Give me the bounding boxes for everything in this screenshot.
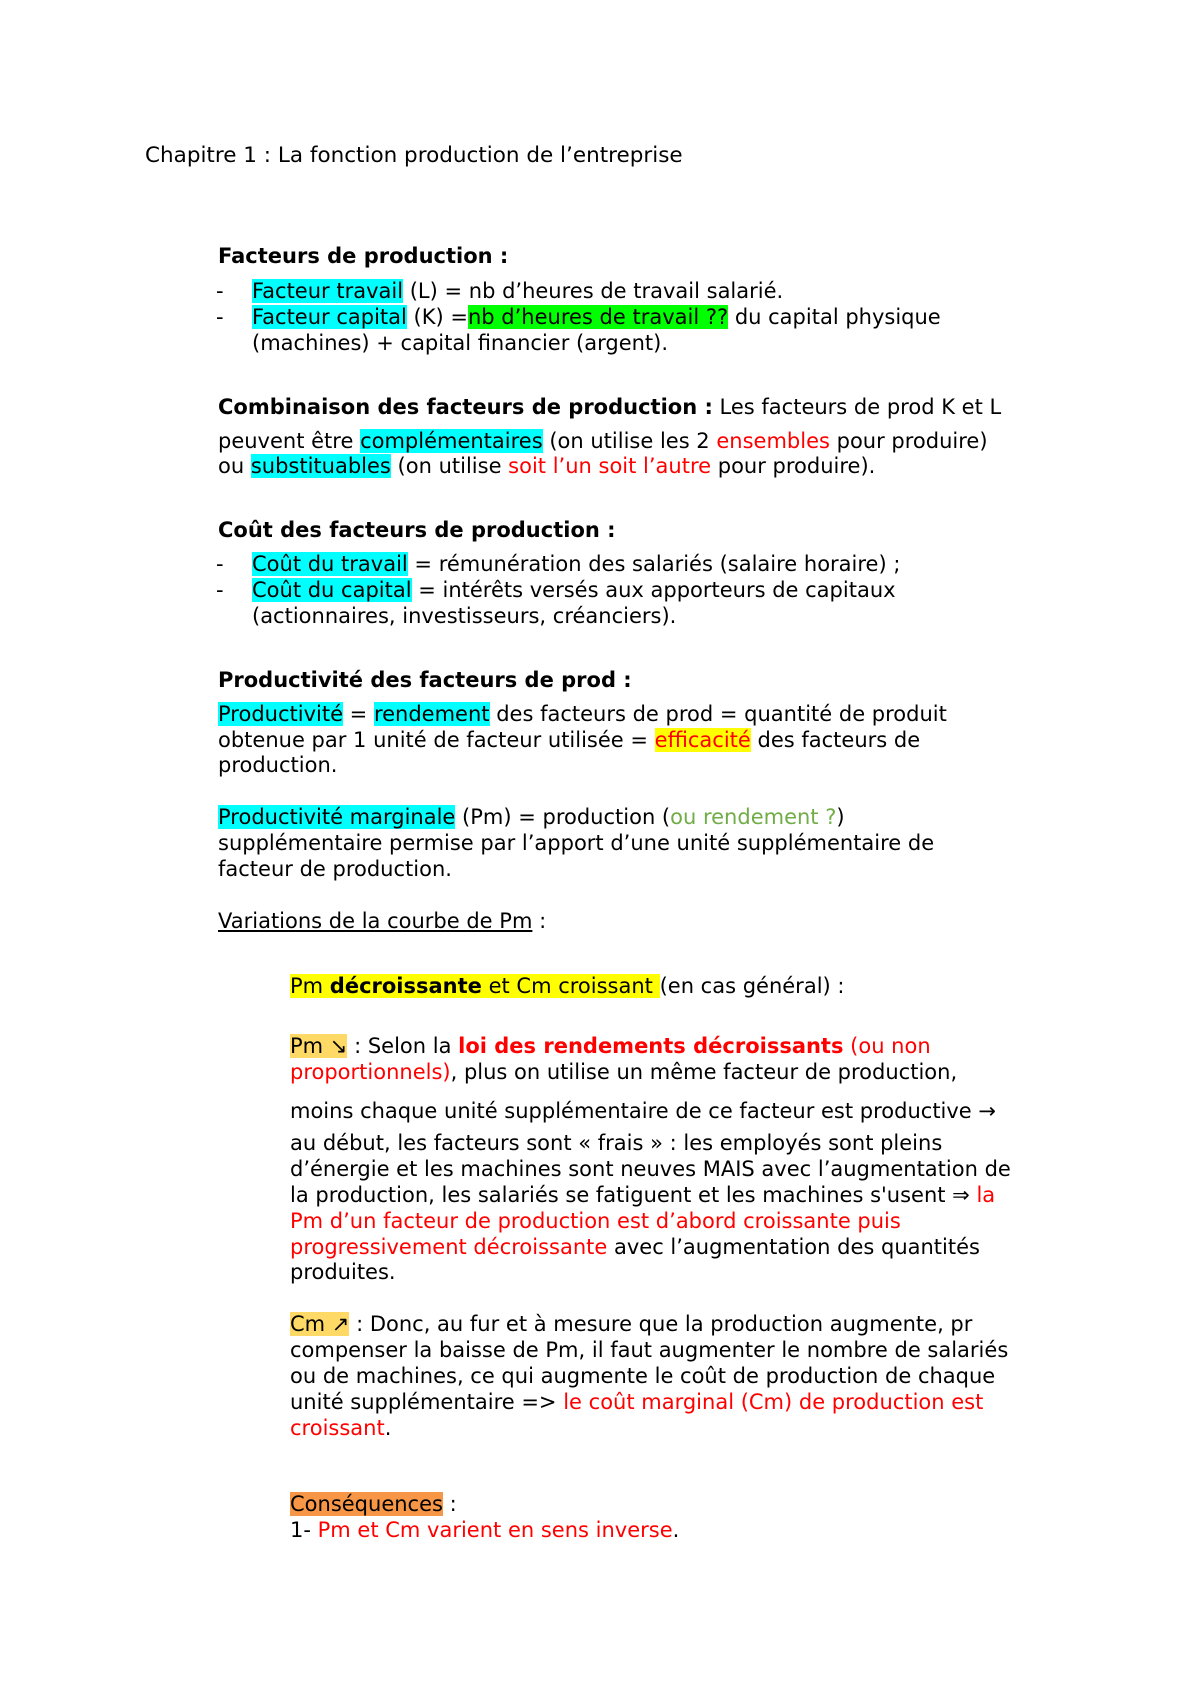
list-item-cout-capital: Coût du capital = intérêts versés aux apporteurs de capitaux [252, 578, 896, 602]
paragraph-line: Pm ↘ : Selon la loi des rendements décroissants (ou non [290, 1034, 931, 1058]
page-title: Chapitre 1 : La fonction production de l’entreprise [145, 143, 683, 168]
red-text: soit l’un soit l’autre [508, 454, 712, 478]
highlight-term: rendement [373, 702, 490, 726]
list-item-cout-travail: Coût du travail = rémunération des salariés (salaire horaire) ; [252, 552, 901, 576]
paragraph-line: production. [218, 753, 338, 777]
red-bold-text: loi des rendements décroissants [458, 1034, 844, 1058]
paragraph-line: proportionnels), plus on utilise un même facteur de production, [290, 1060, 958, 1084]
section-heading-productivite: Productivité des facteurs de prod : [218, 668, 632, 692]
text-run: du capital physique [728, 305, 941, 329]
underlined-text: Variations de la courbe de Pm [218, 909, 533, 933]
paragraph-line: moins chaque unité supplémentaire de ce facteur est productive → [290, 1099, 997, 1123]
subheading-consequences: Conséquences : [290, 1492, 457, 1516]
list-item-continuation: (actionnaires, investisseurs, créanciers). [252, 604, 677, 628]
highlight-term: substituables [250, 454, 391, 478]
dash-marker: - [216, 552, 224, 576]
paragraph-line: obtenue par 1 unité de facteur utilisée = efficacité des facteurs de [218, 728, 921, 752]
highlight-term: complémentaires [360, 429, 543, 453]
paragraph-line: la production, les salariés se fatiguent et les machines s'usent ⇒ la [290, 1183, 996, 1207]
tag-consequences: Conséquences [290, 1492, 443, 1516]
heading-text: Combinaison des facteurs de production : [218, 395, 713, 419]
list-item-continuation: (machines) + capital financier (argent). [252, 331, 669, 355]
paragraph-line: produites. [290, 1260, 396, 1284]
subheading-variations: Variations de la courbe de Pm : [218, 909, 547, 933]
tag-pm-down: Pm ↘ [290, 1034, 348, 1058]
paragraph-line: Productivité = rendement des facteurs de prod = quantité de produit [218, 702, 947, 726]
tag-cm-up: Cm ↗ [290, 1312, 350, 1336]
paragraph-line: Cm ↗ : Donc, au fur et à mesure que la production augmente, pr [290, 1312, 973, 1336]
text-run: Les facteurs de prod K et L [712, 395, 1002, 419]
subheading-pm-decroissante: Pm décroissante et Cm croissant (en cas général) : [290, 974, 845, 998]
dash-marker: - [216, 578, 224, 602]
highlight-term: Facteur travail [252, 279, 404, 303]
highlight-yellow: Pm décroissante et Cm croissant [290, 974, 660, 998]
highlight-efficacite: efficacité [654, 728, 751, 752]
highlight-term: Coût du capital [252, 578, 412, 602]
section-heading-combinaison [218, 394, 1001, 420]
dash-marker: - [216, 279, 224, 303]
red-text: progressivement décroissante [290, 1235, 608, 1259]
paragraph-line: compenser la baisse de Pm, il faut augmenter le nombre de salariés [290, 1338, 1009, 1362]
highlight-term: Productivité marginale [218, 805, 456, 829]
paragraph-line: Pm d’un facteur de production est d’abord croissante puis [290, 1209, 901, 1233]
paragraph-line: progressivement décroissante avec l’augmentation des quantités [290, 1235, 980, 1259]
highlight-term: Coût du travail [252, 552, 408, 576]
paragraph-line: supplémentaire permise par l’apport d’une unité supplémentaire de [218, 831, 935, 855]
paragraph-line: Productivité marginale (Pm) = production (ou rendement ?) [218, 805, 845, 829]
paragraph-line: ou de machines, ce qui augmente le coût de production de chaque [290, 1364, 996, 1388]
highlight-question: nb d’heures de travail ?? [467, 305, 729, 329]
red-text: ensembles [716, 429, 830, 453]
highlight-term: Productivité [218, 702, 343, 726]
paragraph-line: au début, les facteurs sont « frais » : les employés sont pleins [290, 1131, 943, 1155]
paragraph-line: peuvent être complémentaires (on utilise les 2 ensembles pour produire) [218, 429, 988, 453]
list-item-consequence-1: 1- Pm et Cm varient en sens inverse. [290, 1518, 680, 1542]
red-text: croissant [290, 1416, 385, 1440]
red-text: (ou non [843, 1034, 931, 1058]
red-text: le coût marginal (Cm) de production est [563, 1390, 984, 1414]
paragraph-line: croissant. [290, 1416, 392, 1440]
text-run: (L) = nb d’heures de travail salarié. [403, 279, 784, 303]
paragraph-line: ou substituables (on utilise soit l’un soit l’autre pour produire). [218, 454, 876, 478]
red-text: Pm et Cm varient en sens inverse [317, 1518, 673, 1542]
paragraph-line: unité supplémentaire => le coût marginal (Cm) de production est [290, 1390, 984, 1414]
paragraph-line: facteur de production. [218, 857, 452, 881]
green-text: ou rendement ? [670, 805, 837, 829]
red-text: proportionnels) [290, 1060, 451, 1084]
list-item-facteur-capital [252, 304, 941, 330]
list-item-facteur-travail [252, 278, 783, 304]
highlight-term: Facteur capital [252, 305, 407, 329]
dash-marker: - [216, 305, 224, 329]
paragraph-line: d’énergie et les machines sont neuves MAIS avec l’augmentation de [290, 1157, 1011, 1181]
text-run: (K) = [406, 305, 468, 329]
section-heading-cout: Coût des facteurs de production : [218, 518, 616, 542]
red-text: la [976, 1183, 996, 1207]
section-heading-facteurs: Facteurs de production : [218, 244, 509, 268]
